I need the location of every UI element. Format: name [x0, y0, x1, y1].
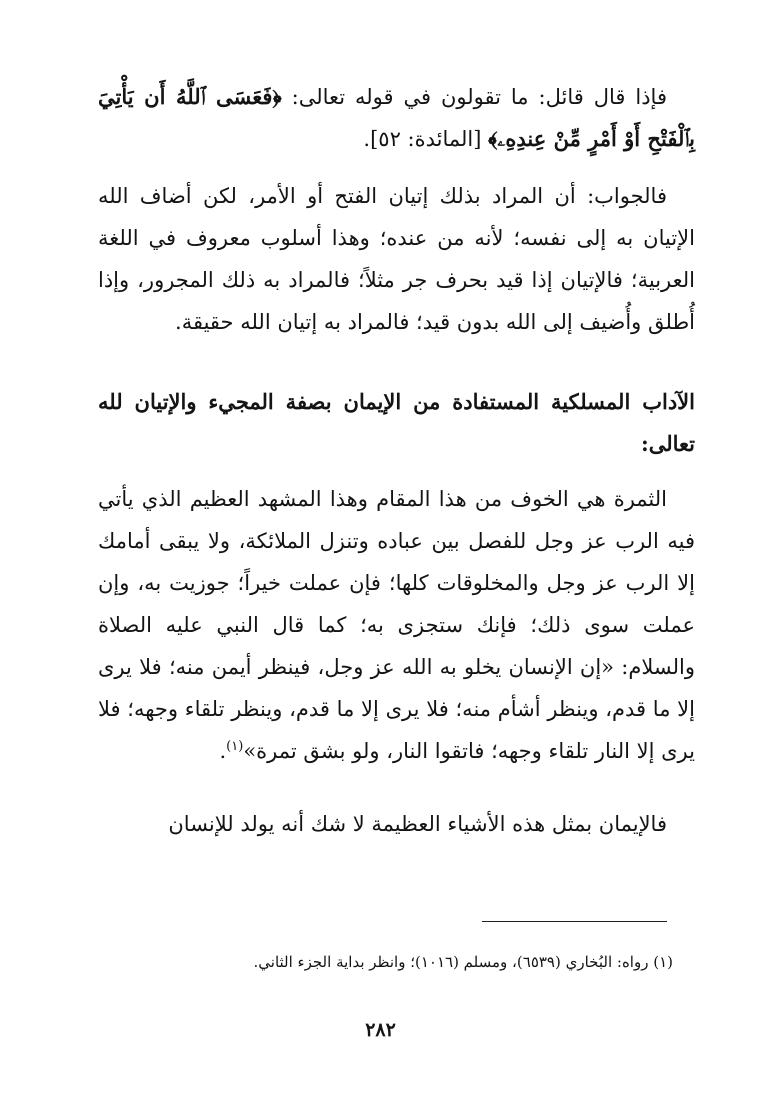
- question-intro: فإذا قال قائل: ما تقولون في قوله تعالى:: [281, 85, 667, 109]
- paragraph-answer: [98, 175, 695, 343]
- page-number: ٢٨٢: [365, 1019, 396, 1041]
- fruit-text: الثمرة هي الخوف من هذا المقام وهذا المشهد العظيم الذي يأتي فيه الرب عز وجل للفصل بين عباده وتنزل الملائكة، ولا يبقى أمامك إلا الرب عز وجل والمخلوقات كلها؛ فإن عملت خيراً؛ جوزيت به، وإن عملت سوى ذلك؛ فإنك ستجزى به؛ كما قال النبي عليه الصلاة والسلام: «إن الإنسان يخلو به الله عز وجل، فينظر أيمن منه؛ فلا يرى إلا ما قدم، وينظر أشأم منه؛ فلا يرى إلا ما قدم، وينظر تلقاء وجهه؛ فلا يرى إلا النار تلقاء وجهه؛ فاتقوا النار، ولو بشق تمرة»: [98, 487, 695, 763]
- section-heading-text: الآداب المسلكية المستفادة من الإيمان بصفة المجيء والإتيان لله تعالى:: [98, 389, 695, 456]
- footnote-reference-mark[interactable]: (١): [226, 739, 244, 754]
- paragraph-question: [98, 76, 695, 160]
- quran-verse: ﴿فَعَسَى ٱللَّهُ أَن يَأْتِيَ بِٱلْفَتْحِ أَوْ أَمْرٍ مِّنْ عِندِهِۦ﴾: [98, 84, 695, 151]
- footnote: (١) رواه: البُخاري (٦٥٣٩)، ومسلم (١٠١٦)؛ وانظر بداية الجزء الثاني.: [253, 953, 673, 971]
- footnote-divider: [482, 921, 667, 922]
- answer-text: فالجواب: أن المراد بذلك إتيان الفتح أو الأمر، لكن أضاف الله الإتيان به إلى نفسه؛ لأنه من عنده؛ وهذا أسلوب معروف في اللغة العربية؛ فالإتيان إذا قيد بحرف جر مثلاً؛ فالمراد به ذلك المجرور، وإذا أُطلق وأُضيف إلى الله بدون قيد؛ فالمراد به إتيان الله حقيقة.: [98, 184, 695, 334]
- paragraph-fruit: [98, 478, 695, 772]
- belief-text: فالإيمان بمثل هذه الأشياء العظيمة لا شك أنه يولد للإنسان: [168, 812, 667, 836]
- fruit-text-end: .: [219, 739, 227, 763]
- paragraph-belief: [98, 803, 695, 845]
- verse-reference: [المائدة: ٥٢].: [363, 127, 489, 151]
- section-heading: [98, 381, 695, 465]
